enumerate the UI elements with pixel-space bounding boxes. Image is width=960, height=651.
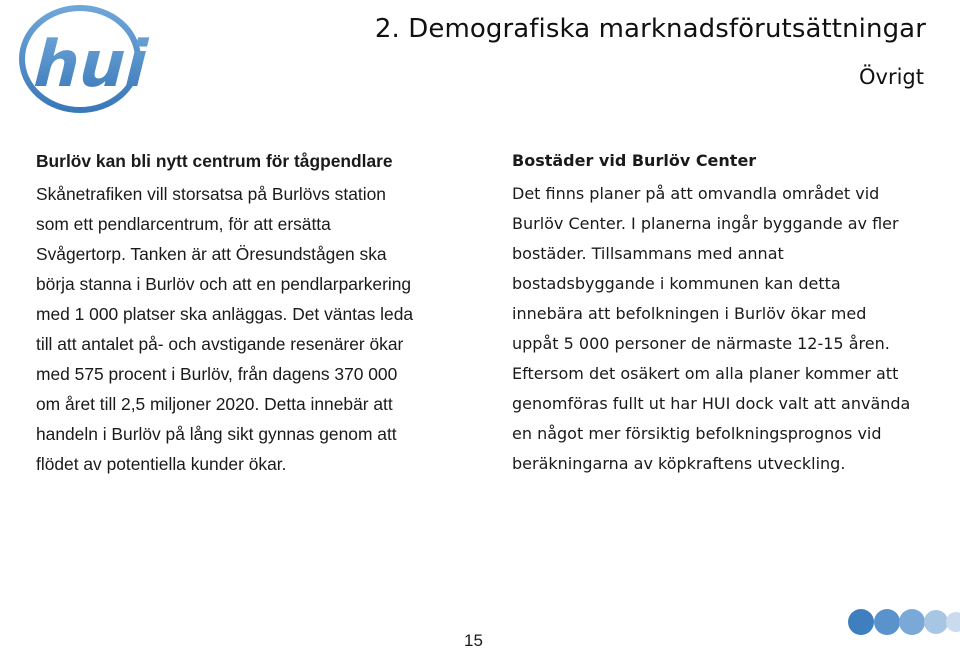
page-title: 2. Demografiska marknadsförutsättningar — [374, 14, 926, 44]
svg-text:hui: hui — [25, 27, 158, 102]
text-line: flödet av potentiella kunder ökar. — [36, 454, 287, 474]
text-line: börja stanna i Burlöv och att en pendlarparkering — [36, 274, 412, 294]
dot-icon — [874, 609, 900, 635]
text-line: bostadsbyggande i kommunen kan detta — [512, 274, 841, 293]
text-line: beräkningarna av köpkraftens utveckling. — [512, 454, 846, 473]
dot-icon — [924, 610, 948, 634]
text-line: Skånetrafiken vill storsatsa på Burlövs station — [36, 184, 386, 204]
text-line: innebära att befolkningen i Burlöv ökar med — [512, 304, 867, 323]
text-line: Eftersom det osäkert om alla planer kommer att — [512, 364, 899, 383]
text-line: handeln i Burlöv på lång sikt gynnas genom att — [36, 424, 397, 444]
text-line: genomföras fullt ut har HUI dock valt att använda — [512, 394, 911, 413]
dot-icon — [848, 609, 874, 635]
text-line: Det finns planer på att omvandla området vid — [512, 184, 880, 203]
right-column — [512, 149, 942, 479]
left-column — [36, 149, 466, 479]
page-number: 15 — [464, 631, 483, 650]
text-line: uppåt 5 000 personer de närmaste 12-15 åren. — [512, 334, 890, 353]
right-column-heading: Bostäder vid Burlöv Center — [512, 151, 757, 170]
text-line: med 575 procent i Burlöv, från dagens 370 000 — [36, 364, 398, 384]
text-line: med 1 000 platser ska anläggas. Det väntas leda — [36, 304, 414, 324]
text-line: Burlöv Center. I planerna ingår byggande av fler — [512, 214, 899, 233]
text-line: en något mer försiktig befolkningsprognos vid — [512, 424, 882, 443]
page-subtitle: Övrigt — [859, 65, 924, 89]
left-column-body — [36, 179, 466, 479]
right-column-body — [512, 179, 942, 479]
dot-icon — [899, 609, 925, 635]
dot-icon — [946, 612, 960, 632]
text-line: om året till 2,5 miljoner 2020. Detta innebär att — [36, 394, 393, 414]
text-line: Svågertorp. Tanken är att Öresundstågen ska — [36, 244, 387, 264]
hui-logo — [18, 4, 158, 114]
decorative-dots — [846, 607, 960, 637]
left-column-heading: Burlöv kan bli nytt centrum för tågpendlare — [36, 151, 393, 171]
text-line: som ett pendlarcentrum, för att ersätta — [36, 214, 331, 234]
text-line: till att antalet på- och avstigande resenärer ökar — [36, 334, 404, 354]
text-line: bostäder. Tillsammans med annat — [512, 244, 784, 263]
